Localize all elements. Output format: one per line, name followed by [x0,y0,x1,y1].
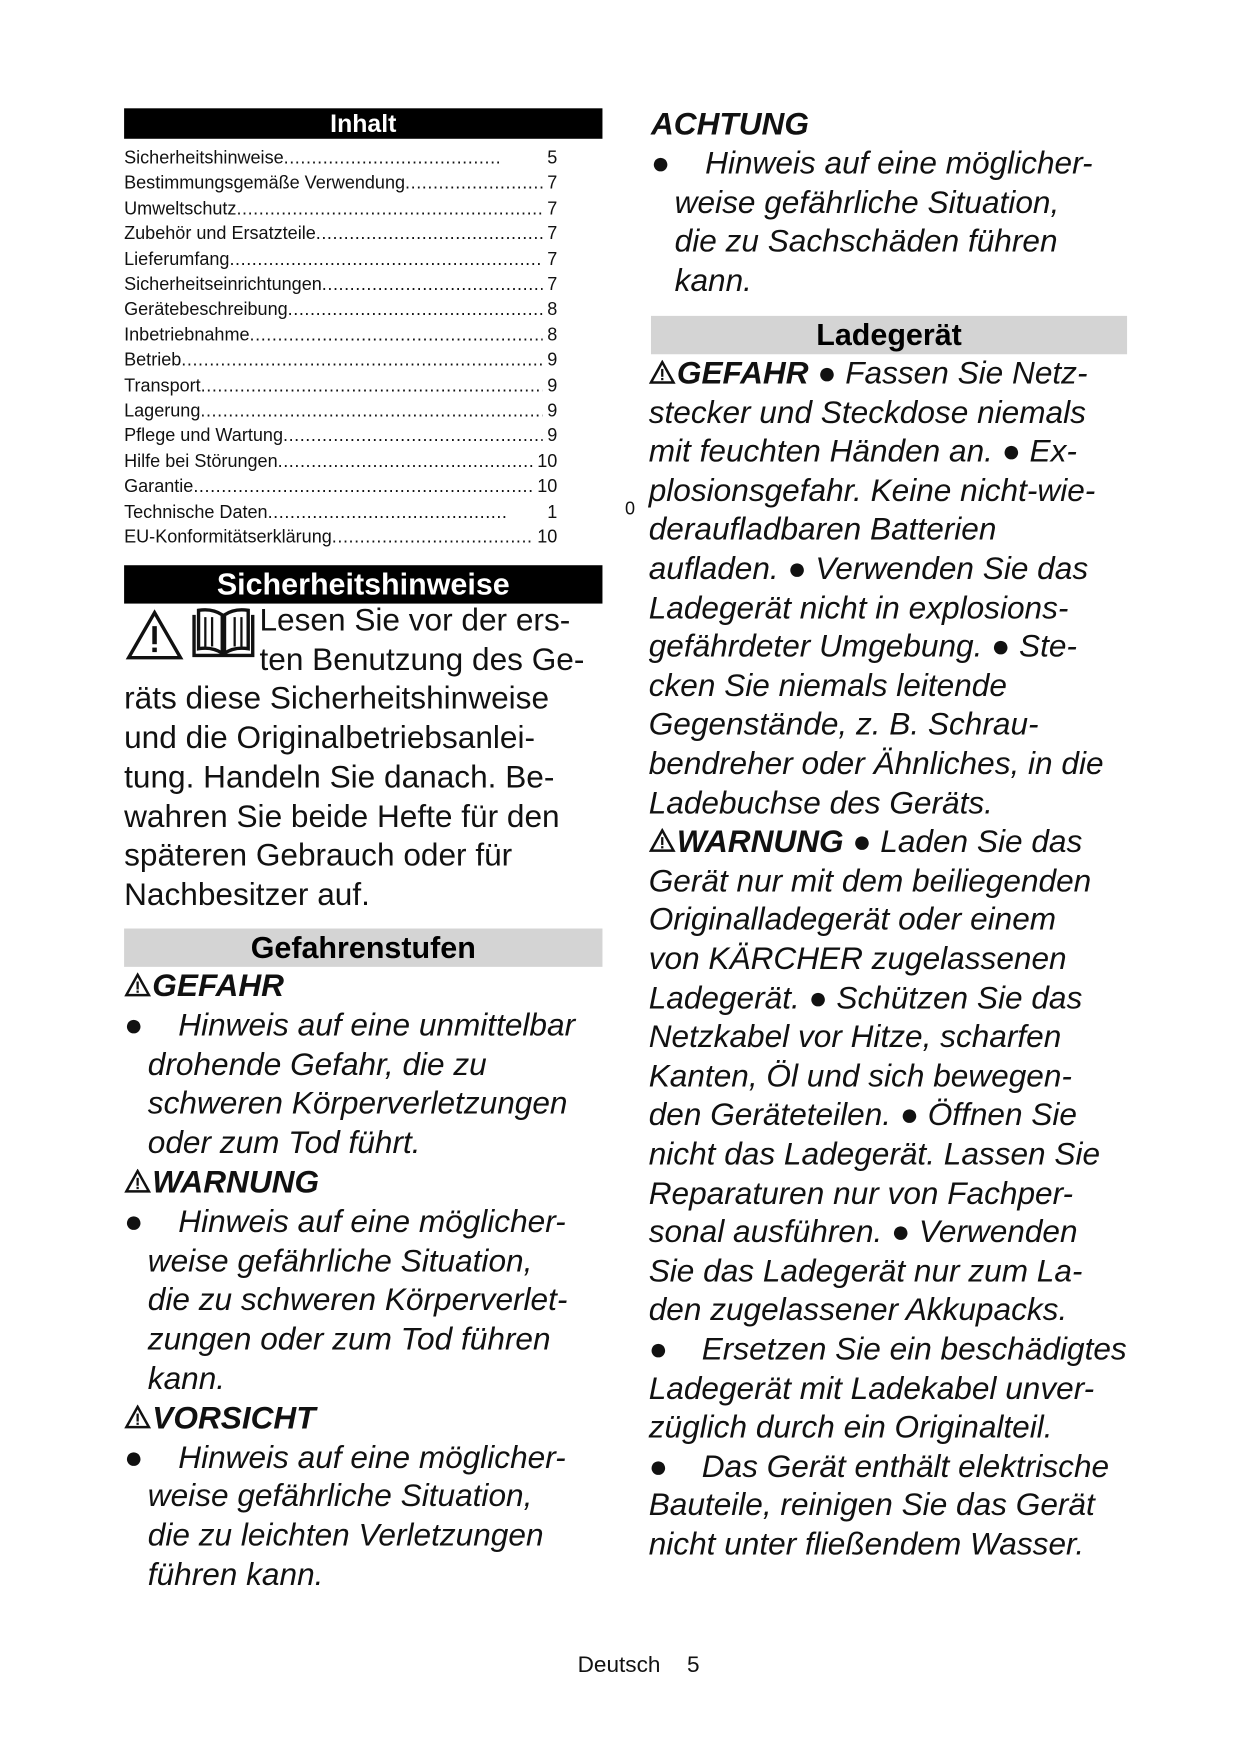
toc-item[interactable] [124,222,557,247]
toc-item-page: 5 [547,148,558,169]
footer-language: Deutsch [577,1652,661,1678]
toc-item-label: Transport [124,376,201,396]
hazard-label-text: WARNUNG [152,1164,320,1200]
hazard-line: zungen oder zum Tod führen [147,1321,551,1357]
hazard-label [649,355,809,390]
charger-text: cken Sie niemals leitende [648,667,1007,703]
toc-item[interactable] [124,273,557,298]
hazard-line: Hinweis auf eine möglicher- [705,145,1093,181]
charger-text: Bauteile, reinigen Sie das Gerät [648,1487,1095,1523]
hazard-line: kann. [674,263,752,299]
warning-icon [649,360,676,385]
warning-triangle-icon [125,609,184,661]
toc-dot-leader [322,273,543,298]
toc-item-page: 7 [547,275,558,295]
charger-line [649,1134,1100,1173]
charger-line [649,1095,1077,1134]
toc-dot-leader [200,399,542,424]
toc-item[interactable] [124,500,557,525]
page-footer [578,1653,700,1679]
charger-line [649,665,1007,704]
toc-dot-leader [316,222,543,247]
charger-line [649,353,1088,392]
charger-text: den zugelassener Akkupacks. [648,1292,1068,1328]
toc-item-label: Sicherheitshinweise [124,148,284,169]
toc-dot-leader [284,147,503,172]
toc-item[interactable] [124,425,557,450]
charger-line [649,939,1067,978]
warning-icon [649,828,676,853]
charger-line [649,978,1083,1017]
hazard-line: weise gefährliche Situation, [147,1242,533,1278]
charger-line [649,1056,1072,1095]
toc-item-label: Betrieb [124,351,182,371]
intro-line: und die Originalbetriebsanlei- [124,719,536,755]
intro-line: ten Benutzung des Ge- [259,641,585,677]
warning-icon [124,1169,151,1194]
toc-item[interactable] [124,298,557,323]
toc-item-label: Umweltschutz [124,199,237,219]
toc-item-label: Zubehör und Ersatzteile [124,224,316,244]
footer-page-number: 5 [687,1652,700,1678]
toc-item-page: 7 [547,224,558,244]
charger-text: plosionsgefahr. Keine nicht-wie- [648,472,1096,508]
hazard-label [124,1162,319,1201]
charger-line [649,1485,1095,1524]
hazard-line: Hinweis auf eine möglicher- [178,1439,566,1475]
hazard-line: kann. [147,1360,226,1396]
hazard-label [651,104,809,143]
hazard-label-text: VORSICHT [152,1399,316,1435]
charger-text: Gerät nur mit dem beiliegenden [648,862,1092,898]
charger-text: von KÄRCHER zugelassenen [648,940,1067,976]
toc-item-page: 10 [537,477,558,497]
hazard-line: die zu Sachschäden führen [674,223,1058,259]
toc-item-page: 10 [537,452,558,472]
toc-item-page: 9 [547,401,558,421]
toc-item[interactable] [124,248,557,273]
toc-item-label: Sicherheitseinrichtungen [124,275,322,295]
toc-item[interactable] [124,450,557,475]
hazard-label-text: GEFAHR [676,355,809,391]
hazard-label-text: GEFAHR [152,967,284,1003]
toc-item-label: Garantie [124,477,194,497]
charger-text: den Geräteteilen. ● Öffnen Sie [648,1097,1077,1133]
bullet-icon: ● [124,1439,144,1475]
toc-dot-leader [268,500,509,525]
hazard-label-text: ACHTUNG [650,106,809,142]
charger-text: Ladebuchse des Geräts. [648,784,993,820]
toc-item-page: 8 [547,325,558,346]
toc-item[interactable] [124,197,557,222]
charger-text: Sie das Ladegerät nur zum La- [648,1253,1083,1289]
charger-text: bendreher oder Ähnliches, in die [648,745,1104,781]
charger-line [649,1017,1062,1056]
toc-item-page: 1 [547,502,558,522]
charger-line [649,548,1088,587]
charger-line [649,743,1104,782]
charger-text: nicht unter fließendem Wasser. [648,1526,1085,1562]
toc-item-label: Technische Daten [124,502,268,522]
hazard-line: drohende Gefahr, die zu [147,1046,487,1082]
charger-text: Ladegerät mit Ladekabel unver- [648,1370,1095,1406]
toc-item-label: Pflege und Wartung [124,426,283,447]
charger-line [649,626,1077,665]
toc-item-label: Hilfe bei Störungen [124,452,278,472]
charger-text: Ladegerät nicht in explosions- [648,589,1069,625]
toc-item[interactable] [124,399,557,424]
toc-dot-leader [201,374,543,399]
charger-text: Originalladegerät oder einem [648,901,1057,937]
warning-icon [124,973,151,998]
charger-text: Gegenstände, z. B. Schrau- [648,706,1039,742]
charger-text: Netzkabel vor Hitze, scharfen [648,1018,1062,1054]
charger-line [649,1290,1068,1329]
charger-text: deraufladbaren Batterien [648,511,997,547]
safety-title: Sicherheitshinweise [124,565,602,603]
toc-dot-leader [332,526,533,551]
toc-item-page: 10 [537,527,558,548]
intro-line: Nachbesitzer auf. [124,876,370,912]
charger-line [649,509,997,548]
charger-line [649,470,1096,509]
intro-line: Lesen Sie vor der ers- [259,602,571,638]
charger-text: ● Fassen Sie Netz- [808,355,1088,391]
toc-item-label: EU-Konformitätserklärung [124,527,332,548]
intro-line: tung. Handeln Sie danach. Be- [124,759,555,795]
intro-line: späteren Gebrauch oder für [124,837,513,873]
charger-text: Ladegerät. ● Schützen Sie das [648,979,1083,1015]
toc-item[interactable] [124,324,557,349]
charger-text: nicht das Ladegerät. Lassen Sie [648,1136,1101,1172]
toc-item-page: 7 [547,199,558,219]
hazard-line: oder zum Tod führt. [147,1125,421,1161]
toc-dot-leader [193,475,532,500]
hazard-line: schweren Körperverletzungen [147,1085,568,1121]
toc-item-page: 8 [547,300,558,320]
hazard-label [124,966,284,1005]
charger-line [649,587,1069,626]
charger-line [649,783,993,822]
bullet-icon: ● [124,1203,144,1239]
toc-item[interactable] [124,172,557,197]
hazard-label [649,824,844,859]
charger-text: mit feuchten Händen an. ● Ex- [648,433,1077,469]
intro-line: wahren Sie beide Hefte für den [124,798,560,834]
charger-line [649,1212,1078,1251]
intro-line: räts diese Sicherheitshinweise [124,680,550,716]
toc-item-label: Lagerung [124,401,201,421]
hazard-line: die zu leichten Verletzungen [147,1517,544,1553]
toc-item[interactable] [124,374,557,399]
hazard-line: Hinweis auf eine möglicher- [178,1203,566,1239]
charger-text: züglich durch ein Originalteil. [648,1409,1053,1445]
hazard-line: die zu schweren Körperverlet- [147,1282,568,1318]
charger-line [649,900,1056,939]
charger-line [649,1329,1127,1368]
charger-line [649,1524,1084,1563]
toc-item-label: Lieferumfang [124,250,230,270]
bullet-icon: ● [650,145,671,181]
toc-dot-leader [405,172,543,197]
toc-stray-digit: 0 [625,499,636,519]
toc-dot-leader [250,324,543,349]
toc-dot-leader [283,425,543,450]
toc-item-page: 9 [547,351,558,371]
toc-dot-leader [278,450,533,475]
toc-dot-leader [181,349,542,374]
charger-line [649,431,1077,470]
charger-line [649,861,1092,900]
bullet-icon: ● [648,1331,668,1367]
charger-text: aufladen. ● Verwenden Sie das [648,550,1089,586]
toc-dot-leader [236,197,542,222]
manual-book-icon [190,606,258,662]
charger-line [649,1251,1083,1290]
bullet-icon: ● [124,1007,144,1043]
charger-text: Reparaturen nur von Fachper- [648,1175,1074,1211]
toc-item[interactable] [124,475,557,500]
toc-item-page: 7 [547,250,558,270]
charger-text: Ersetzen Sie ein beschädigtes [701,1331,1127,1367]
toc-dot-leader [288,298,543,323]
toc-item[interactable] [124,526,557,551]
hazard-levels-title: Gefahrenstufen [124,929,602,967]
toc-item-page: 9 [547,426,558,447]
hazard-line: Hinweis auf eine unmittelbar [178,1007,576,1043]
charger-line [649,1446,1109,1485]
hazard-line: weise gefährliche Situation, [674,184,1060,220]
warning-icon [124,1404,151,1429]
hazard-line: weise gefährliche Situation, [147,1478,533,1514]
toc-item[interactable] [124,349,557,374]
charger-line [649,704,1039,743]
charger-text: stecker und Steckdose niemals [648,394,1086,430]
charger-line [649,1407,1053,1446]
toc-item-label: Bestimmungsgemäße Verwendung [124,174,406,194]
hazard-label [124,1398,315,1437]
charger-text: Kanten, Öl und sich bewegen- [648,1058,1072,1093]
charger-text: Das Gerät enthält elektrische [701,1448,1110,1484]
charger-line [649,822,1083,861]
charger-line [649,1368,1094,1407]
toc-item-page: 9 [547,376,558,396]
toc-item-label: Inbetriebnahme [124,325,250,346]
charger-line [649,392,1086,431]
charger-text: ● Laden Sie das [843,823,1083,859]
toc-item-label: Gerätebeschreibung [124,300,288,320]
toc-item-page: 7 [547,174,558,194]
charger-text: sonal ausführen. ● Verwenden [648,1214,1078,1250]
charger-title: Ladegerät [651,316,1127,354]
charger-text: gefährdeter Umgebung. ● Ste- [648,628,1077,664]
bullet-icon: ● [648,1448,668,1484]
charger-line [649,1173,1073,1212]
toc-dot-leader [229,248,542,273]
hazard-line: führen kann. [147,1556,324,1592]
hazard-label-text: WARNUNG [676,823,844,859]
toc-item[interactable] [124,147,557,172]
toc-title: Inhalt [124,108,602,138]
